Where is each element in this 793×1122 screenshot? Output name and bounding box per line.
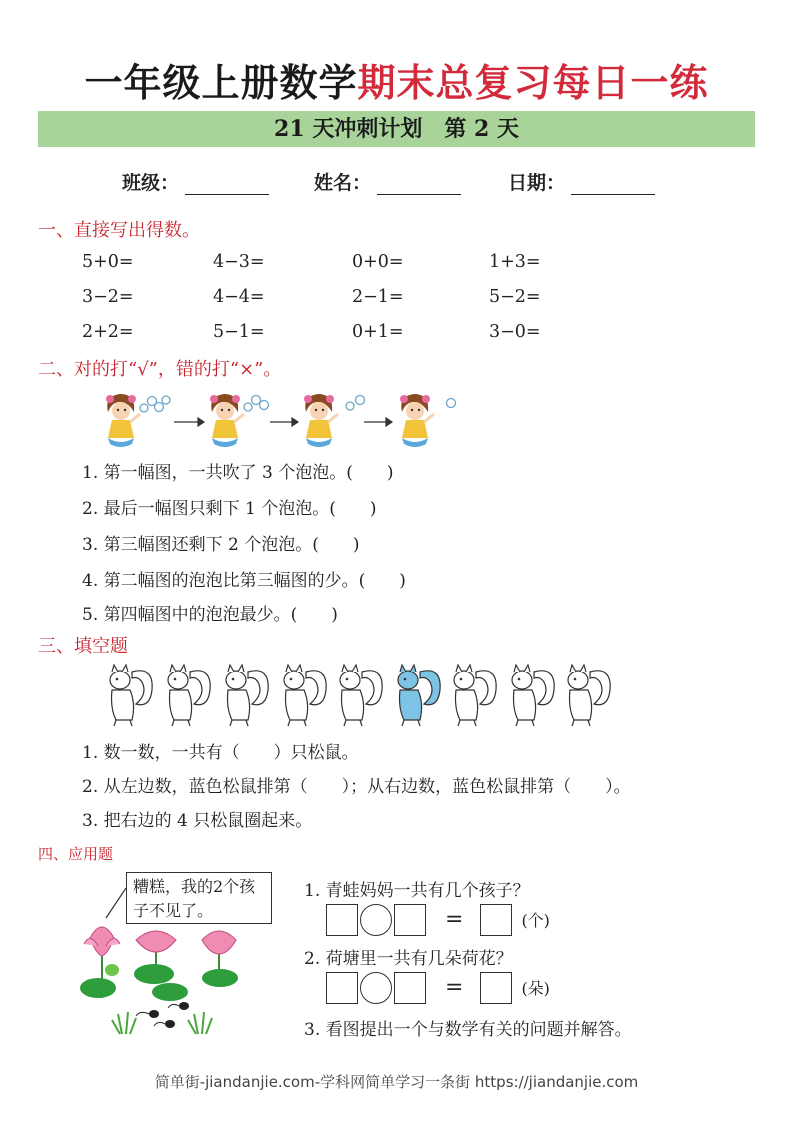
equation-row-1 xyxy=(326,904,552,936)
arrow-icon xyxy=(174,418,204,426)
answer-box[interactable] xyxy=(480,904,512,936)
problem: 1+3= xyxy=(489,252,541,272)
problem: 2−1= xyxy=(352,287,404,307)
section3-heading: 三、填空题 xyxy=(38,636,128,657)
fill-item: 2. 从左边数，蓝色松鼠排第（ ）；从右边数，蓝色松鼠排第（ ）。 xyxy=(82,777,631,797)
lotus-leaf-icon xyxy=(152,983,188,1001)
judge-item: 1. 第一幅图，一共吹了 3 个泡泡。( ) xyxy=(82,463,394,483)
squirrel-row xyxy=(100,664,620,728)
girl-frame-4 xyxy=(400,394,456,447)
problem: 2+2= xyxy=(82,322,134,342)
girl-frame-2 xyxy=(210,394,269,447)
problem: 5−2= xyxy=(489,287,541,307)
equation-row-2 xyxy=(326,972,552,1004)
girl-frame-1 xyxy=(106,394,170,447)
squirrel-icon xyxy=(568,665,610,726)
answer-box[interactable] xyxy=(394,904,426,936)
lotus-pond-illustration xyxy=(74,918,274,1040)
title-part1: 一年级上册数学 xyxy=(84,61,358,105)
grass-icon xyxy=(188,1012,212,1034)
answer-box[interactable] xyxy=(480,972,512,1004)
squirrel-icon xyxy=(454,665,496,726)
question-1: 1. 青蛙妈妈一共有几个孩子？ xyxy=(304,881,530,901)
squirrel-icon xyxy=(340,665,382,726)
date-blank[interactable] xyxy=(571,176,655,195)
speech-bubble: 糟糕，我的2个孩子不见了。 xyxy=(126,872,272,924)
page-title xyxy=(0,52,793,107)
squirrel-icon xyxy=(512,665,554,726)
tadpole-icon xyxy=(168,1002,189,1010)
title-part2: 期末总复习每日一练 xyxy=(357,61,709,105)
problem: 0+1= xyxy=(352,322,404,342)
question-2: 2. 荷塘里一共有几朵荷花？ xyxy=(304,949,513,969)
speech-pointer xyxy=(104,880,128,920)
squirrel-icon xyxy=(284,665,326,726)
plan-banner: 21 天冲刺计划 第 2 天 xyxy=(38,111,755,147)
problem: 4−3= xyxy=(213,252,265,272)
frog-icon xyxy=(105,964,119,976)
squirrel-icon xyxy=(110,665,152,726)
date-label: 日期： xyxy=(508,172,566,194)
judge-item: 2. 最后一幅图只剩下 1 个泡泡。( ) xyxy=(82,499,377,519)
answer-box[interactable] xyxy=(326,904,358,936)
arrow-icon xyxy=(364,418,392,426)
fill-item: 1. 数一数，一共有（ ）只松鼠。 xyxy=(82,743,359,763)
name-label: 姓名： xyxy=(314,172,372,194)
tadpole-icon xyxy=(136,1010,159,1018)
answer-box[interactable] xyxy=(394,972,426,1004)
problem: 3−2= xyxy=(82,287,134,307)
fill-item: 3. 把右边的 4 只松鼠圈起来。 xyxy=(82,811,313,831)
footer-watermark: 简单街-jiandanjie.com-学科网简单学习一条街 https://jiandanjie.com xyxy=(154,1073,639,1091)
class-blank[interactable] xyxy=(185,176,269,195)
operator-circle[interactable] xyxy=(360,904,392,936)
unit-label: (朵) xyxy=(521,979,550,998)
lotus-leaf-icon xyxy=(80,978,116,998)
squirrel-icon xyxy=(226,665,268,726)
bubble-girl-sequence xyxy=(96,388,476,448)
grass-icon xyxy=(112,1012,136,1034)
problem: 5+0= xyxy=(82,252,134,272)
problem: 0+0= xyxy=(352,252,404,272)
blue-squirrel-icon xyxy=(398,665,440,726)
judge-item: 3. 第三幅图还剩下 2 个泡泡。( ) xyxy=(82,535,360,555)
equals-sign: = xyxy=(445,975,464,1000)
tadpole-icon xyxy=(154,1020,175,1028)
class-label: 班级： xyxy=(122,172,180,194)
class-field[interactable] xyxy=(122,168,269,195)
lotus-leaf-icon xyxy=(134,964,174,984)
arrow-icon xyxy=(270,418,298,426)
section2-heading: 二、对的打“√”，错的打“×”。 xyxy=(38,359,282,380)
equals-sign: = xyxy=(445,907,464,932)
squirrel-icon xyxy=(168,665,210,726)
question-3: 3. 看图提出一个与数学有关的问题并解答。 xyxy=(304,1020,632,1040)
name-blank[interactable] xyxy=(377,176,461,195)
judge-item: 4. 第二幅图的泡泡比第三幅图的少。( ) xyxy=(82,571,406,591)
date-field[interactable] xyxy=(508,168,655,195)
lotus-leaf-icon xyxy=(202,969,238,987)
problem: 3−0= xyxy=(489,322,541,342)
problem: 4−4= xyxy=(213,287,265,307)
judge-item: 5. 第四幅图中的泡泡最少。( ) xyxy=(82,605,338,625)
problem: 5−1= xyxy=(213,322,265,342)
answer-box[interactable] xyxy=(326,972,358,1004)
girl-frame-3 xyxy=(304,394,365,447)
section4-heading: 四、应用题 xyxy=(38,845,114,863)
section1-heading: 一、直接写出得数。 xyxy=(38,220,200,241)
name-field[interactable] xyxy=(314,168,461,195)
unit-label: (个) xyxy=(521,911,550,930)
operator-circle[interactable] xyxy=(360,972,392,1004)
